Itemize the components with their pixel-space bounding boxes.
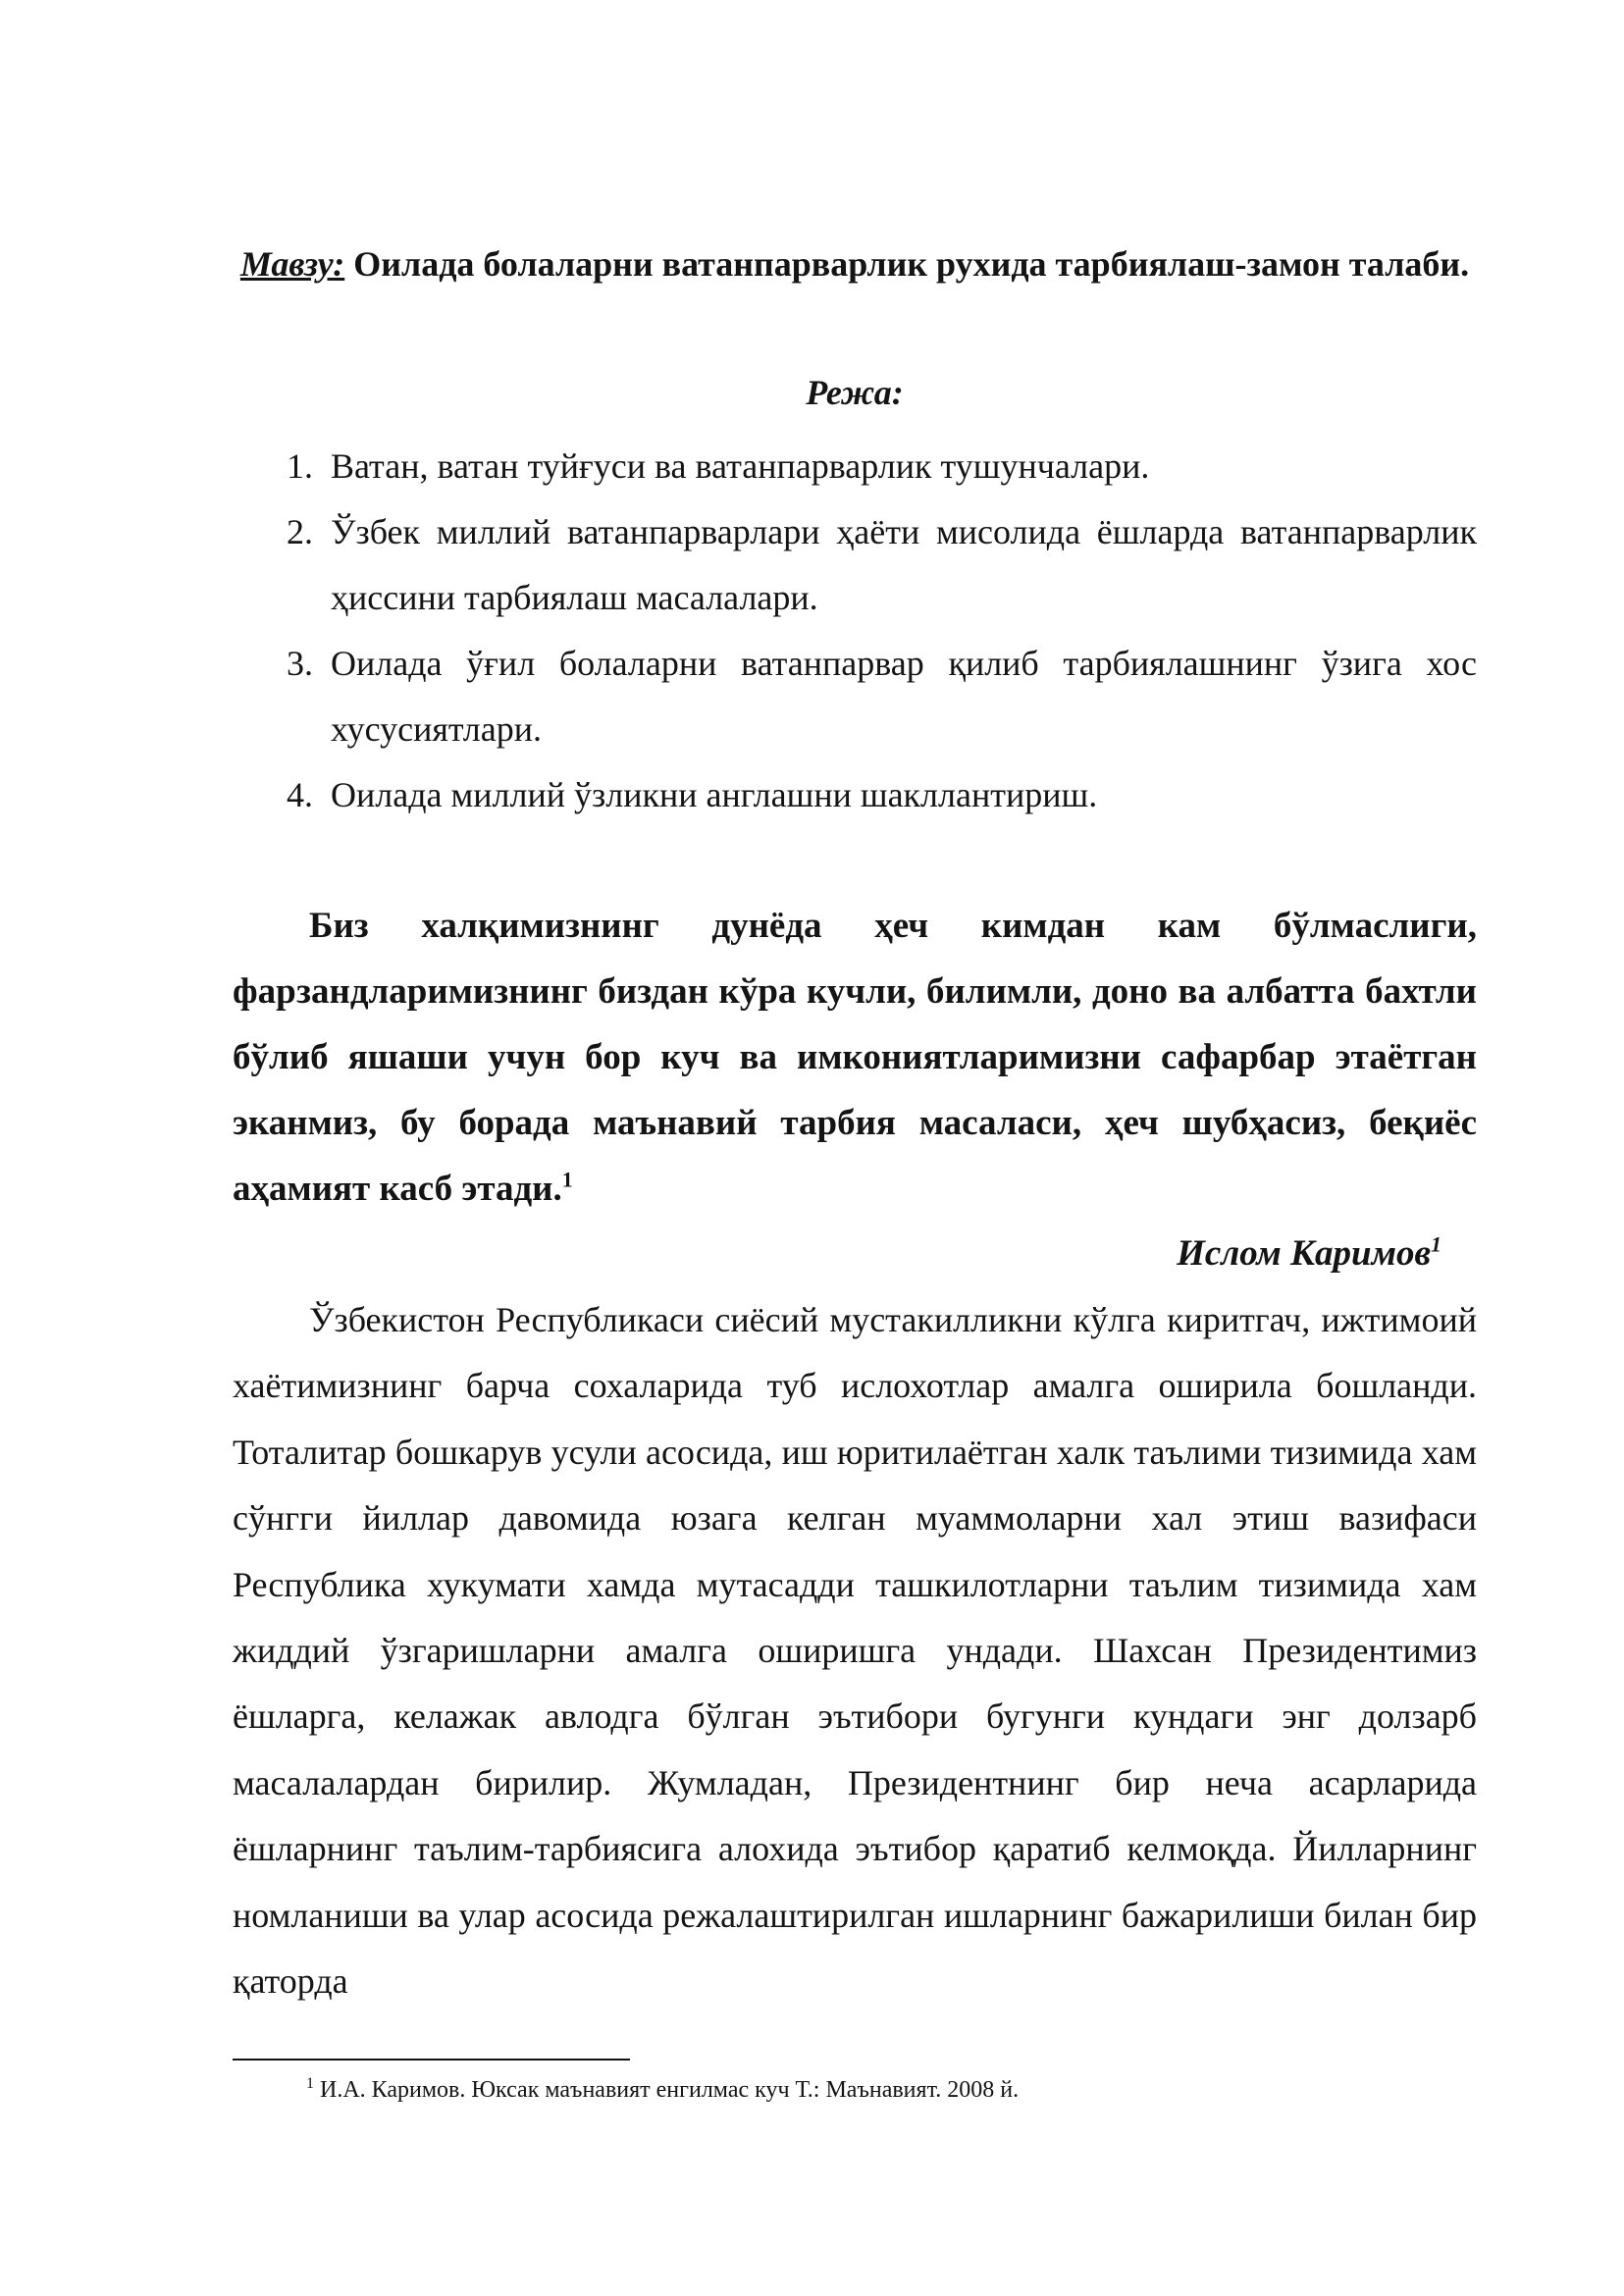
body-paragraph: Ўзбекистон Республикаси сиёсий мустакилликни кўлга киритгач, ижтимоий хаётимизнинг барча сохаларида туб ислохотлар амалга оширила бошланди. Тоталитар бошкарув усули асосида, иш юритилаётган халк таълими тизимида хам сўнгги йиллар давомида юзага келган муаммоларни хал этиш вазифаси Республика хукумати хамда мутасадди ташкилотларни таълим тизимида хам жиддий ўзгаришларни амалга оширишга ундади. Шахсан Президентимиз ёшларга, келажак авлодга бўлган эътибори бугунги кундаги энг долзарб масалалардан бирилир. Жумладан, Президентнинг бир неча асарларида ёшларнинг таълим-тарбиясига алохида эътибор қаратиб келмоқда. Йилларнинг номланиши ва улар асосида режалаштирилган ишларнинг бажарилиши билан бир қаторда	[233, 1300, 1477, 2002]
plan-item-text: Оилада ўғил болаларни ватанпарвар қилиб тарбиялашнинг ўзига хос хусусиятлари.	[331, 644, 1477, 749]
plan-item	[233, 434, 1477, 499]
plan-item-number: 1.	[287, 446, 313, 486]
epigraph-quote	[233, 893, 1477, 1222]
document-title	[233, 232, 1477, 296]
plan-item	[233, 762, 1477, 828]
plan-item-number: 3.	[287, 644, 313, 683]
plan-item-number: 4.	[287, 775, 313, 814]
title-label: Мавзу:	[239, 244, 345, 284]
plan-item-number: 2.	[287, 512, 313, 551]
author-name: Ислом Каримов	[1177, 1233, 1431, 1274]
footnote-text: И.А. Каримов. Юксак маънавият енгилмас куч Т.: Маънавият. 2008 й.	[314, 2077, 1020, 2103]
plan-list	[233, 434, 1477, 828]
footnote-mark: 1	[306, 2075, 314, 2092]
plan-item	[233, 499, 1477, 631]
plan-heading: Режа:	[806, 373, 904, 412]
title-text: Оилада болаларни ватанпарварлик рухида тарбиялаш-замон талаби.	[344, 244, 1470, 284]
footnote	[306, 2072, 1019, 2108]
footnote-divider	[233, 2059, 630, 2061]
plan-item	[233, 631, 1477, 762]
plan-item-text: Ўзбек миллий ватанпарварлари ҳаёти мисолида ёшларда ватанпарварлик ҳиссини тарбиялаш масалалари.	[331, 512, 1477, 617]
plan-item-text: Оилада миллий ўзликни англашни шакллантириш.	[331, 775, 1098, 814]
quote-author	[233, 1225, 1441, 1283]
author-footnote-mark: 1	[1431, 1231, 1441, 1257]
quote-text: Биз халқимизнинг дунёда ҳеч кимдан кам бўлмаслиги, фарзандларимизнинг биздан кўра кучли, билимли, доно ва албатта бахтли бўлиб яшаши учун бор куч ва имкониятларимизни сафарбар этаётган эканмиз, бу борада маънавий тарбия масаласи, ҳеч шубҳасиз, беқиёс аҳамият касб этади.	[233, 906, 1477, 1209]
plan-item-text: Ватан, ватан туйғуси ва ватанпарварлик тушунчалари.	[331, 446, 1150, 486]
quote-footnote-mark: 1	[561, 1167, 573, 1192]
